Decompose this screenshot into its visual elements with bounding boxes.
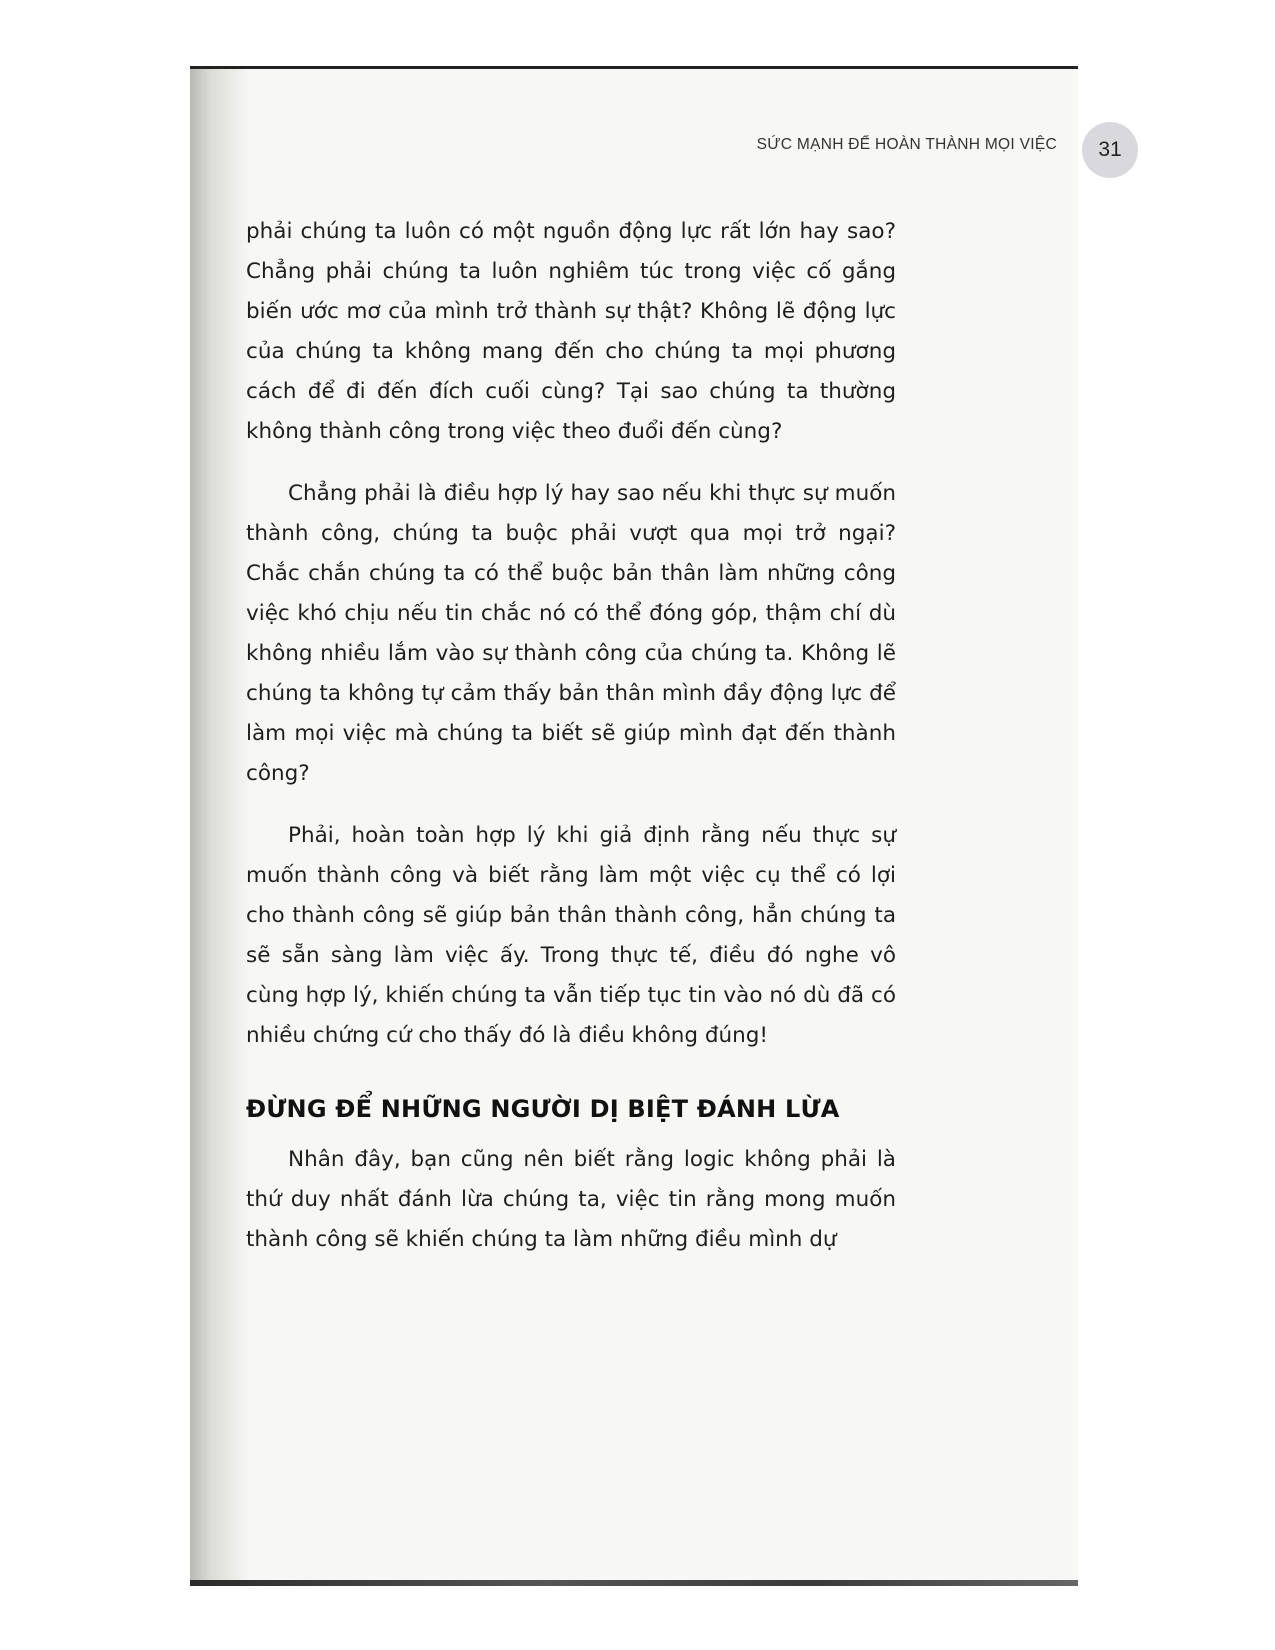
paragraph-4: Nhân đây, bạn cũng nên biết rằng logic không phải là thứ duy nhất đánh lừa chúng ta, việc tin rằng mong muốn thành công sẽ khiến chúng ta làm những điều mình dự <box>246 1147 896 1252</box>
paragraph-3: Phải, hoàn toàn hợp lý khi giả định rằng nếu thực sự muốn thành công và biết rằng làm một việc cụ thể có lợi cho thành công sẽ giúp bản thân thành công, hẳn chúng ta sẽ sẵn sàng làm việc ấy. Trong thực tế, điều đó nghe vô cùng hợp lý, khiến chúng ta vẫn tiếp tục tin vào nó dù đã có nhiều chứng cứ cho thấy đó là điều không đúng! <box>246 823 896 1048</box>
paragraph-1: phải chúng ta luôn có một nguồn động lực rất lớn hay sao? Chẳng phải chúng ta luôn nghiêm túc trong việc cố gắng biến ước mơ của mình trở thành sự thật? Không lẽ động lực của chúng ta không mang đến cho chúng ta mọi phương cách để đi đến đích cuối cùng? Tại sao chúng ta thường không thành công trong việc theo đuổi đến cùng? <box>246 219 896 444</box>
page-number-badge: 31 <box>1082 122 1138 178</box>
body-text <box>246 212 896 1282</box>
page-top-edge <box>190 66 1078 69</box>
section-heading: ĐỪNG ĐỂ NHỮNG NGƯỜI DỊ BIỆT ĐÁNH LỪA <box>246 1095 840 1123</box>
page-bottom-edge <box>190 1580 1078 1586</box>
page-gutter-shadow <box>190 66 250 1586</box>
running-head: SỨC MẠNH ĐỂ HOÀN THÀNH MỌI VIỆC <box>756 136 1057 153</box>
paragraph-2: Chẳng phải là điều hợp lý hay sao nếu khi thực sự muốn thành công, chúng ta buộc phải vượt qua mọi trở ngại? Chắc chắn chúng ta có thể buộc bản thân làm những công việc khó chịu nếu tin chắc nó có thể đóng góp, thậm chí dù không nhiều lắm vào sự thành công của chúng ta. Không lẽ chúng ta không tự cảm thấy bản thân mình đầy động lực để làm mọi việc mà chúng ta biết sẽ giúp mình đạt đến thành công? <box>246 481 896 786</box>
